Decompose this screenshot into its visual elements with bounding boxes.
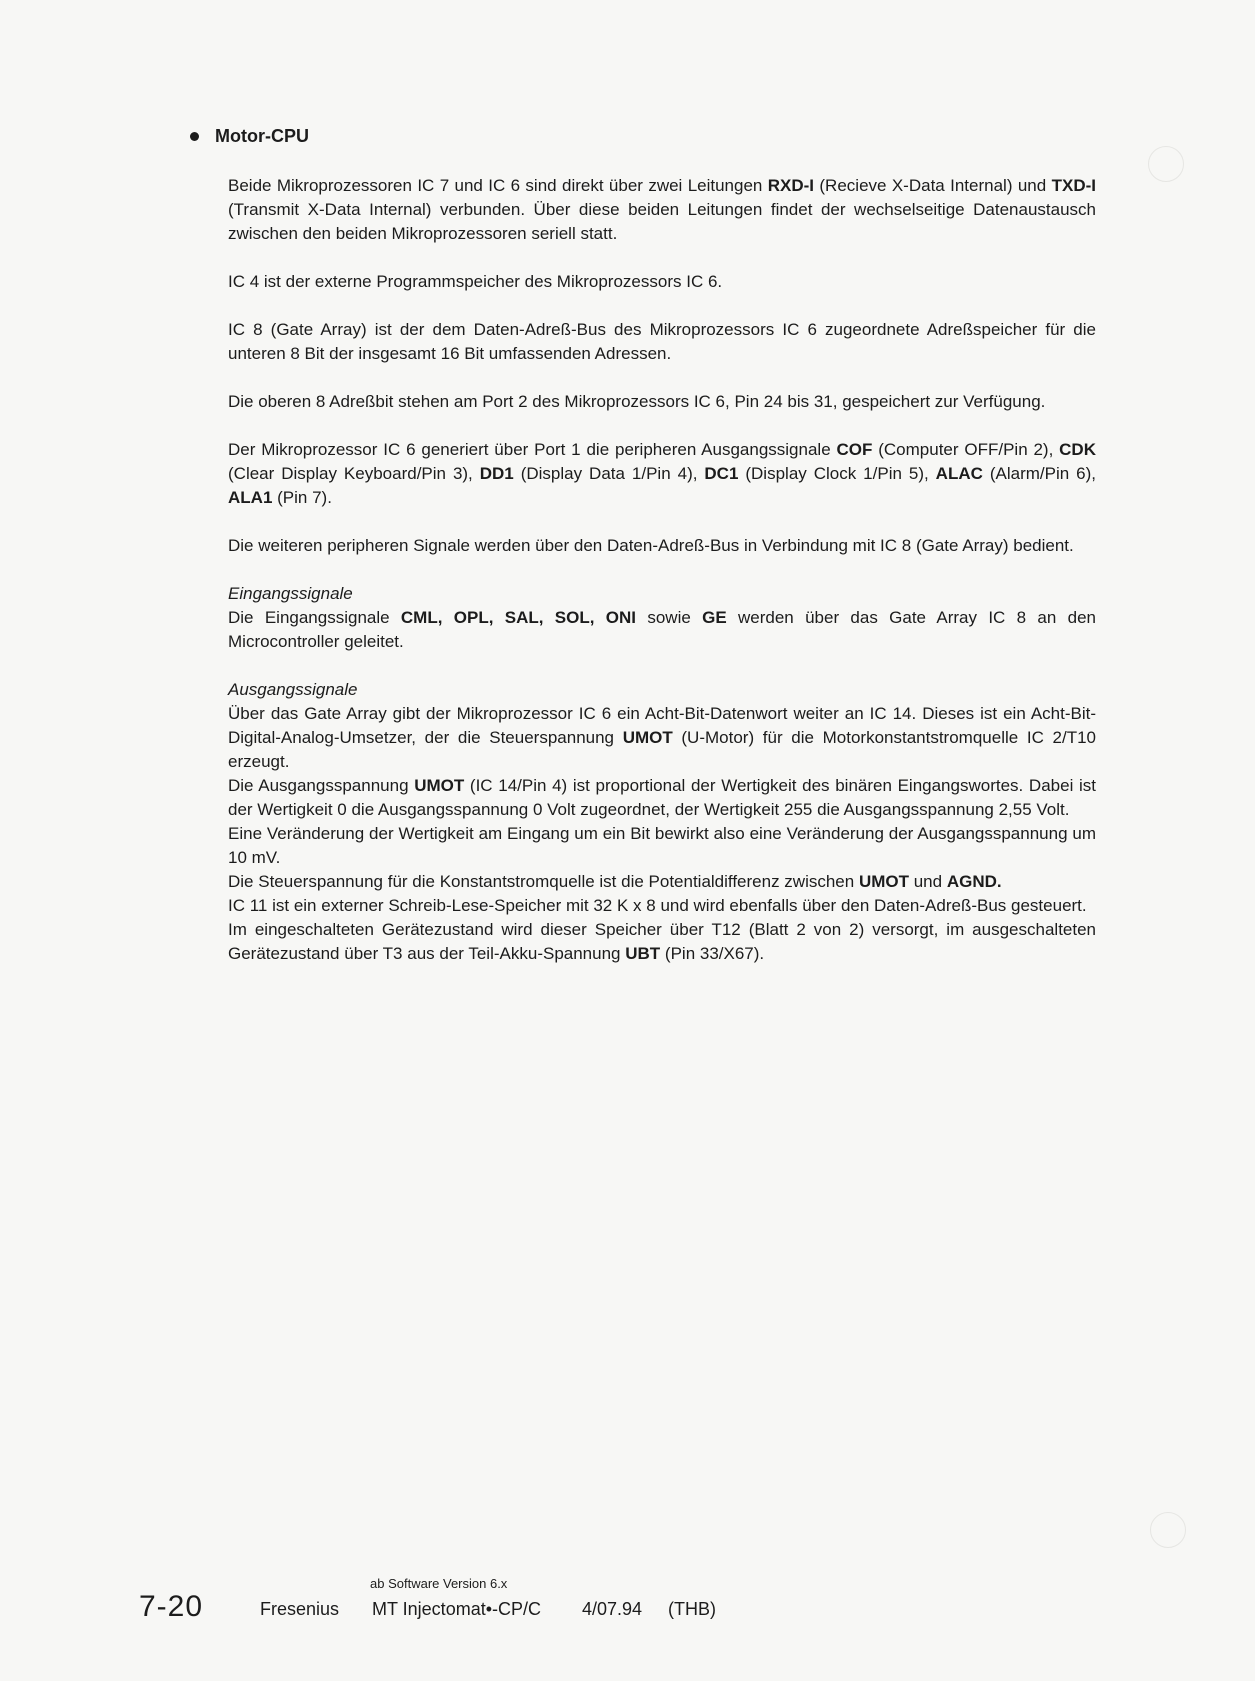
- subheading-output-signals: Ausgangssignale: [228, 680, 358, 699]
- subheading-input-signals: Eingangssignale: [228, 584, 353, 603]
- section-heading: [190, 126, 309, 147]
- document-body: [228, 174, 1096, 966]
- footer-product: MT Injectomat•-CP/C: [372, 1599, 542, 1619]
- paragraph-program-memory: IC 4 ist der externe Programmspeicher des Mikroprozessors IC 6.: [228, 272, 723, 291]
- paragraph-dac: Über das Gate Array gibt der Mikroprozessor IC 6 ein Acht-Bit-Datenwort weiter an IC 14. Dieses ist ein Acht-Bit-Digital-Analog-Umsetzer, der die Steuerspannung UMOT (U-Motor) für die Motorkonstantstromquelle IC 2/T10 erzeugt.: [228, 704, 1096, 771]
- bullet-icon: [190, 132, 199, 141]
- paragraph-voltage-step: Eine Veränderung der Wertigkeit am Eingang um ein Bit bewirkt also eine Veränderung der Ausgangsspannung um 10 mV.: [228, 824, 1096, 867]
- footer-company: Fresenius: [260, 1599, 340, 1619]
- paragraph-output-voltage: Die Ausgangsspannung UMOT (IC 14/Pin 4) ist proportional der Wertigkeit des binären Eingangswortes. Dabei ist der Wertigkeit 0 die Ausgangsspannung 0 Volt zugeordnet, der Wertigkeit 255 die Ausgangsspannung 2,55 Volt.: [228, 776, 1097, 819]
- paragraph-peripheral-signals: Die weiteren peripheren Signale werden über den Daten-Adreß-Bus in Verbindung mit IC 8 (Gate Array) bedient.: [228, 536, 1074, 555]
- paragraph-interfaces: Beide Mikroprozessoren IC 7 und IC 6 sind direkt über zwei Leitungen RXD-I (Recieve X-Data Internal) und TXD-I (Transmit X-Data Internal) verbunden. Über diese beiden Leitungen findet der wechselseitige Datenaustausch zwischen den beiden Mikroprozessoren seriell statt.: [228, 176, 1096, 243]
- punch-hole-mark: [1148, 146, 1184, 182]
- paragraph-ram-supply: Im eingeschalteten Gerätezustand wird dieser Speicher über T12 (Blatt 2 von 2) versorgt, im ausgeschalteten Gerätezustand über T3 aus der Teil-Akku-Spannung UBT (Pin 33/X67).: [228, 920, 1096, 963]
- footer-software-version: ab Software Version 6.x: [370, 1576, 508, 1591]
- page-number: 7-20: [139, 1590, 204, 1623]
- paragraph-address-bits: Die oberen 8 Adreßbit stehen am Port 2 des Mikroprozessors IC 6, Pin 24 bis 31, gespeichert zur Verfügung.: [228, 392, 1046, 411]
- paragraph-input-signals: Die Eingangssignale CML, OPL, SAL, SOL, ONI sowie GE werden über das Gate Array IC 8 an den Microcontroller geleitet.: [228, 608, 1096, 651]
- punch-hole-mark: [1150, 1512, 1186, 1548]
- paragraph-gate-array: IC 8 (Gate Array) ist der dem Daten-Adreß-Bus des Mikroprozessors IC 6 zugeordnete Adreßspeicher für die unteren 8 Bit der insgesamt 16 Bit umfassenden Adressen.: [228, 320, 1096, 363]
- paragraph-control-voltage: Die Steuerspannung für die Konstantstromquelle ist die Potentialdifferenz zwischen UMOT und AGND.: [228, 872, 1002, 891]
- paragraph-output-signals: Der Mikroprozessor IC 6 generiert über Port 1 die peripheren Ausgangssignale COF (Computer OFF/Pin 2), CDK (Clear Display Keyboard/Pin 3), DD1 (Display Data 1/Pin 4), DC1 (Display Clock 1/Pin 5), ALAC (Alarm/Pin 6), ALA1 (Pin 7).: [228, 440, 1096, 507]
- footer-date: 4/07.94: [582, 1599, 643, 1619]
- paragraph-ram: IC 11 ist ein externer Schreib-Lese-Speicher mit 32 K x 8 und wird ebenfalls über den Daten-Adreß-Bus gesteuert.: [228, 896, 1087, 915]
- footer-code: (THB): [668, 1599, 716, 1619]
- heading-text: Motor-CPU: [215, 126, 309, 146]
